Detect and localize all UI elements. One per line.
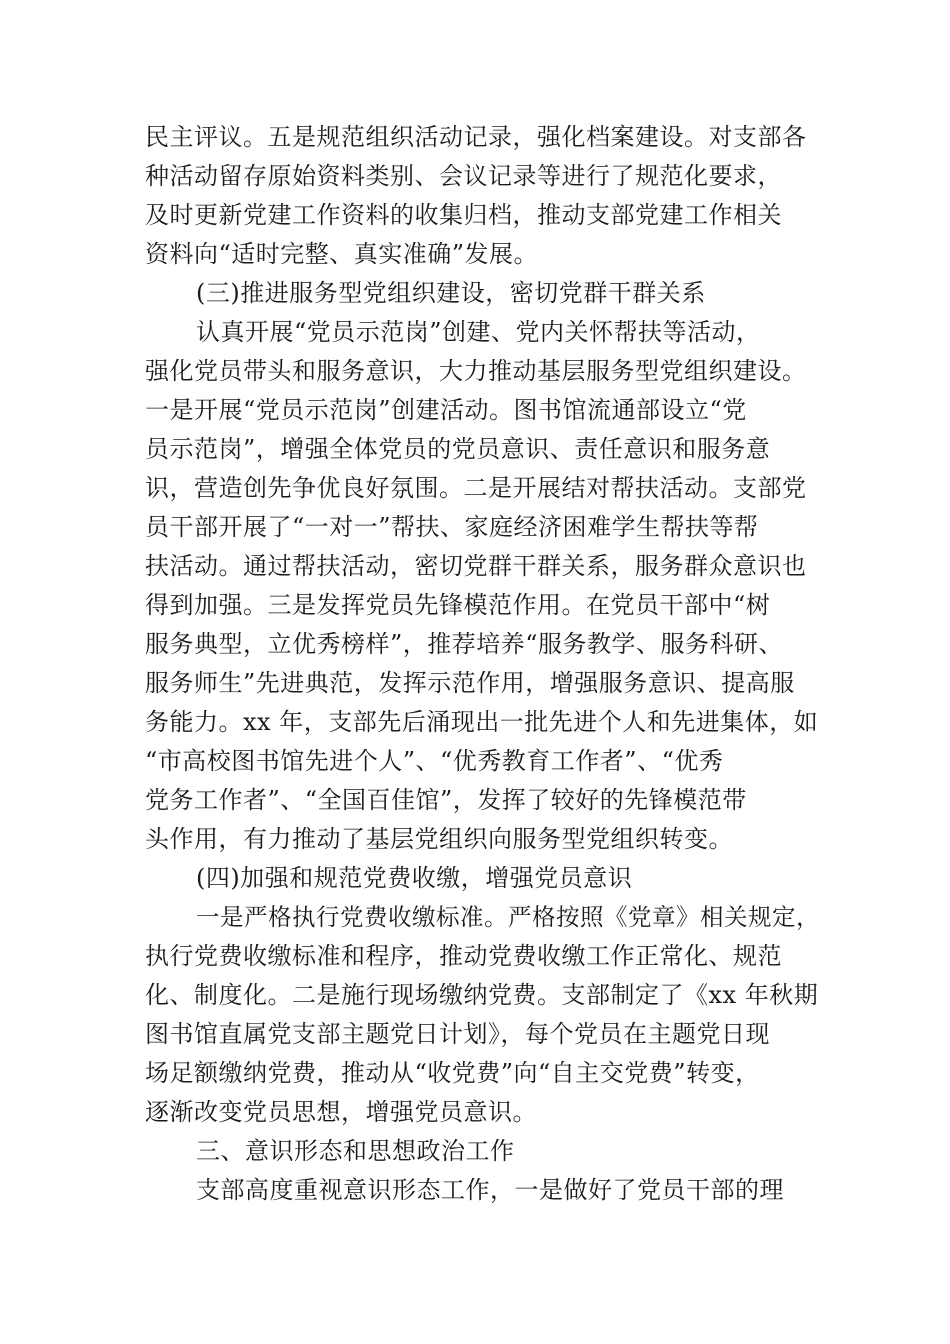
text-line: 及时更新党建工作资料的收集归档，推动支部党建工作相关 [145,201,782,229]
text-line: 员示范岗”，增强全体党员的党员意识、责任意识和服务意 [145,435,771,463]
text-line: 员干部开展了“一对一”帮扶、家庭经济困难学生帮扶等帮 [145,513,759,541]
text-line: 图书馆直属党支部主题党日计划》，每个党员在主题党日现 [145,1020,770,1048]
text-line: 化、制度化。二是施行现场缴纳党费。支部制定了《xx 年秋期 [145,981,819,1009]
text-line: 党务工作者”、“全国百佳馆”，发挥了较好的先锋模范带 [145,786,747,814]
text-line: 种活动留存原始资料类别、会议记录等进行了规范化要求， [145,162,782,190]
text-line: 服务典型，立优秀榜样”，推荐培养“服务教学、服务科研、 [145,630,784,658]
text-line: 场足额缴纳党费，推动从“收党费”向“自主交党费”转变， [145,1059,760,1087]
text-line: “市高校图书馆先进个人”、“优秀教育工作者”、“优秀 [145,747,724,775]
text-line: 支部高度重视意识形态工作，一是做好了党员干部的理 [196,1176,784,1204]
text-line: 头作用，有力推动了基层党组织向服务型党组织转变。 [145,825,733,853]
text-line: 一是开展“党员示范岗”创建活动。图书馆流通部设立“党 [145,396,747,424]
text-line: 认真开展“党员示范岗”创建、党内关怀帮扶等活动， [196,318,761,346]
text-line: 逐渐改变党员思想，增强党员意识。 [145,1098,537,1126]
text-line: 执行党费收缴标准和程序，推动党费收缴工作正常化、规范 [145,942,782,970]
text-line: 一是严格执行党费收缴标准。严格按照《党章》相关规定， [196,903,820,931]
text-line: 务能力。xx 年，支部先后涌现出一批先进个人和先进集体，如 [145,708,819,736]
section-heading: 三、意识形态和思想政治工作 [196,1137,515,1165]
text-line: 民主评议。五是规范组织活动记录，强化档案建设。对支部各 [145,123,807,151]
text-line: 扶活动。通过帮扶活动，密切党群干群关系，服务群众意识也 [145,552,807,580]
text-line: 识，营造创先争优良好氛围。二是开展结对帮扶活动。支部党 [145,474,807,502]
text-line: 强化党员带头和服务意识，大力推动基层服务型党组织建设。 [145,357,807,385]
text-line: 服务师生”先进典范，发挥示范作用，增强服务意识、提高服 [145,669,795,697]
text-line: 得到加强。三是发挥党员先锋模范作用。在党员干部中“树 [145,591,771,619]
section-heading: (四)加强和规范党费收缴，增强党员意识 [196,864,633,892]
section-heading: (三)推进服务型党组织建设，密切党群干群关系 [196,279,706,307]
text-line: 资料向“适时完整、真实准确”发展。 [145,240,539,268]
